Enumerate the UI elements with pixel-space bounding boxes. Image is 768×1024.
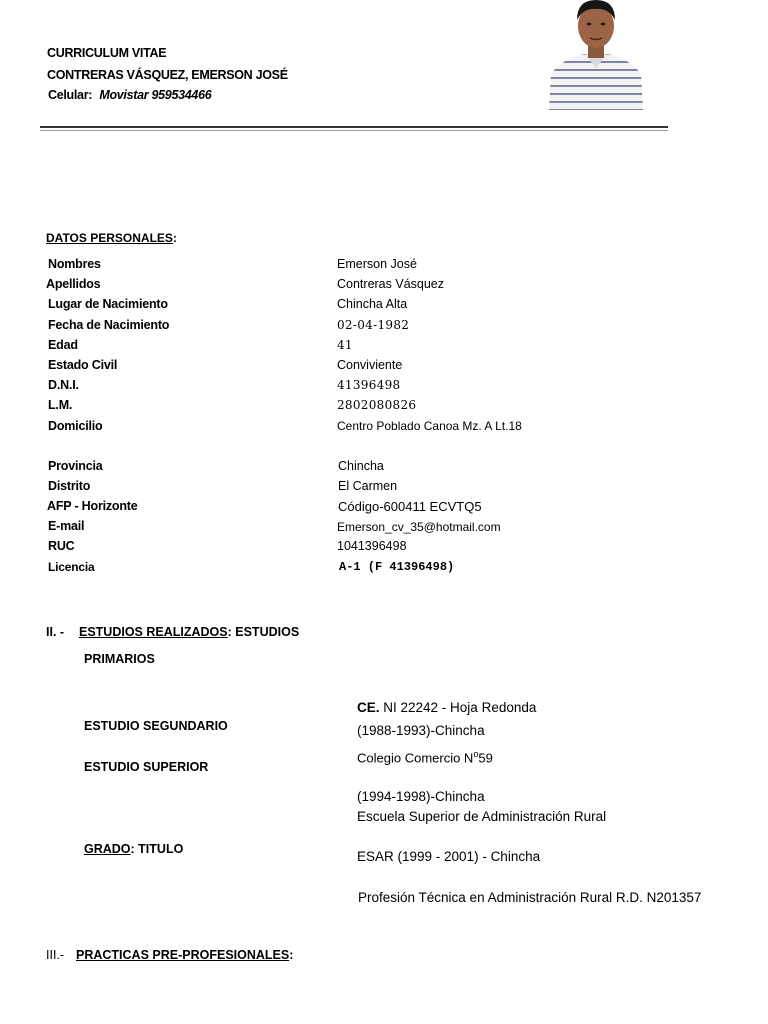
label-licencia: Licencia [48,560,95,574]
years-primary: (1988-1993)-Chincha [357,723,485,738]
studies-primarios: PRIMARIOS [84,652,155,666]
value-nombres: Emerson José [337,257,417,271]
value-lm: 2802080826 [337,398,417,412]
value-licencia: A-1 (F 41396498) [339,560,455,574]
phone-value: Movistar 959534466 [99,88,212,102]
practices-title-text: PRACTICAS PRE-PROFESIONALES [76,948,290,962]
value-domicilio: Centro Poblado Canoa Mz. A Lt.18 [337,419,522,433]
cv-title: CURRICULUM VITAE [47,46,167,60]
label-domicilio: Domicilio [48,419,103,433]
value-estado-civil: Conviviente [337,358,403,372]
value-lugar-nacimiento: Chincha Alta [337,297,408,311]
value-ruc: 1041396498 [337,539,407,553]
value-email[interactable]: Emerson_cv_35@hotmail.com [337,520,501,534]
profile-photo [547,0,645,110]
escuela-line: Escuela Superior de Administración Rural [357,809,607,824]
label-distrito: Distrito [48,479,91,493]
grado-rest: : TITULO [130,842,184,856]
label-lm: L.M. [48,398,73,412]
profesion-line: Profesión Técnica en Administración Rural R.D. N201357 [358,890,702,905]
value-edad: 41 [337,338,353,352]
header-rule-shadow [40,130,668,131]
practices-title-colon: : [289,948,294,962]
colegio-line [357,749,493,765]
ce-rest: NI 22242 - Hoja Redonda [379,700,537,715]
ce-bold: CE. [357,700,380,715]
label-dni: D.N.I. [48,378,79,392]
label-email: E-mail [48,519,85,533]
studies-title-text: ESTUDIOS REALIZADOS [79,625,228,639]
colegio-num: 59 [478,750,493,766]
phone-line [48,88,211,102]
colegio-sup: o [473,749,479,759]
cv-name: CONTRERAS VÁSQUEZ, EMERSON JOSÉ [47,68,288,82]
label-provincia: Provincia [48,459,103,473]
value-afp: Código-600411 ECVTQ5 [338,499,482,514]
personal-section-title [46,231,177,245]
label-estado-civil: Estado Civil [48,358,118,372]
studies-segundario: ESTUDIO SEGUNDARIO [84,719,228,733]
studies-section-title [79,625,299,639]
personal-title-colon: : [172,231,177,245]
header-rule [40,126,668,128]
value-distrito: El Carmen [338,479,398,493]
label-fecha-nacimiento: Fecha de Nacimiento [48,318,170,332]
value-apellidos: Contreras Vásquez [337,277,445,291]
studies-number: II. - [46,625,65,639]
practices-number: III.- [46,948,65,962]
value-fecha-nacimiento: 02-04-1982 [337,318,410,332]
colegio-text: Colegio Comercio N [357,750,474,766]
esar-line: ESAR (1999 - 2001) - Chincha [357,849,541,864]
value-dni: 41396498 [337,378,401,392]
studies-superior: ESTUDIO SUPERIOR [84,760,209,774]
years-secondary: (1994-1998)-Chincha [357,789,485,804]
value-provincia: Chincha [338,459,384,473]
person-photo-icon [547,0,645,110]
studies-title-rest: : ESTUDIOS [227,625,300,639]
phone-label: Celular: [48,88,93,102]
ce-line [357,700,536,715]
practices-section-title [76,948,293,962]
grado-line [84,842,183,856]
label-lugar-nacimiento: Lugar de Nacimiento [48,297,168,311]
label-edad: Edad [48,338,78,352]
label-afp: AFP - Horizonte [47,499,138,513]
label-nombres: Nombres [48,257,101,271]
grado-text: GRADO [84,842,131,856]
personal-title-text: DATOS PERSONALES [46,231,173,245]
label-ruc: RUC [48,539,75,553]
label-apellidos: Apellidos [46,277,101,291]
